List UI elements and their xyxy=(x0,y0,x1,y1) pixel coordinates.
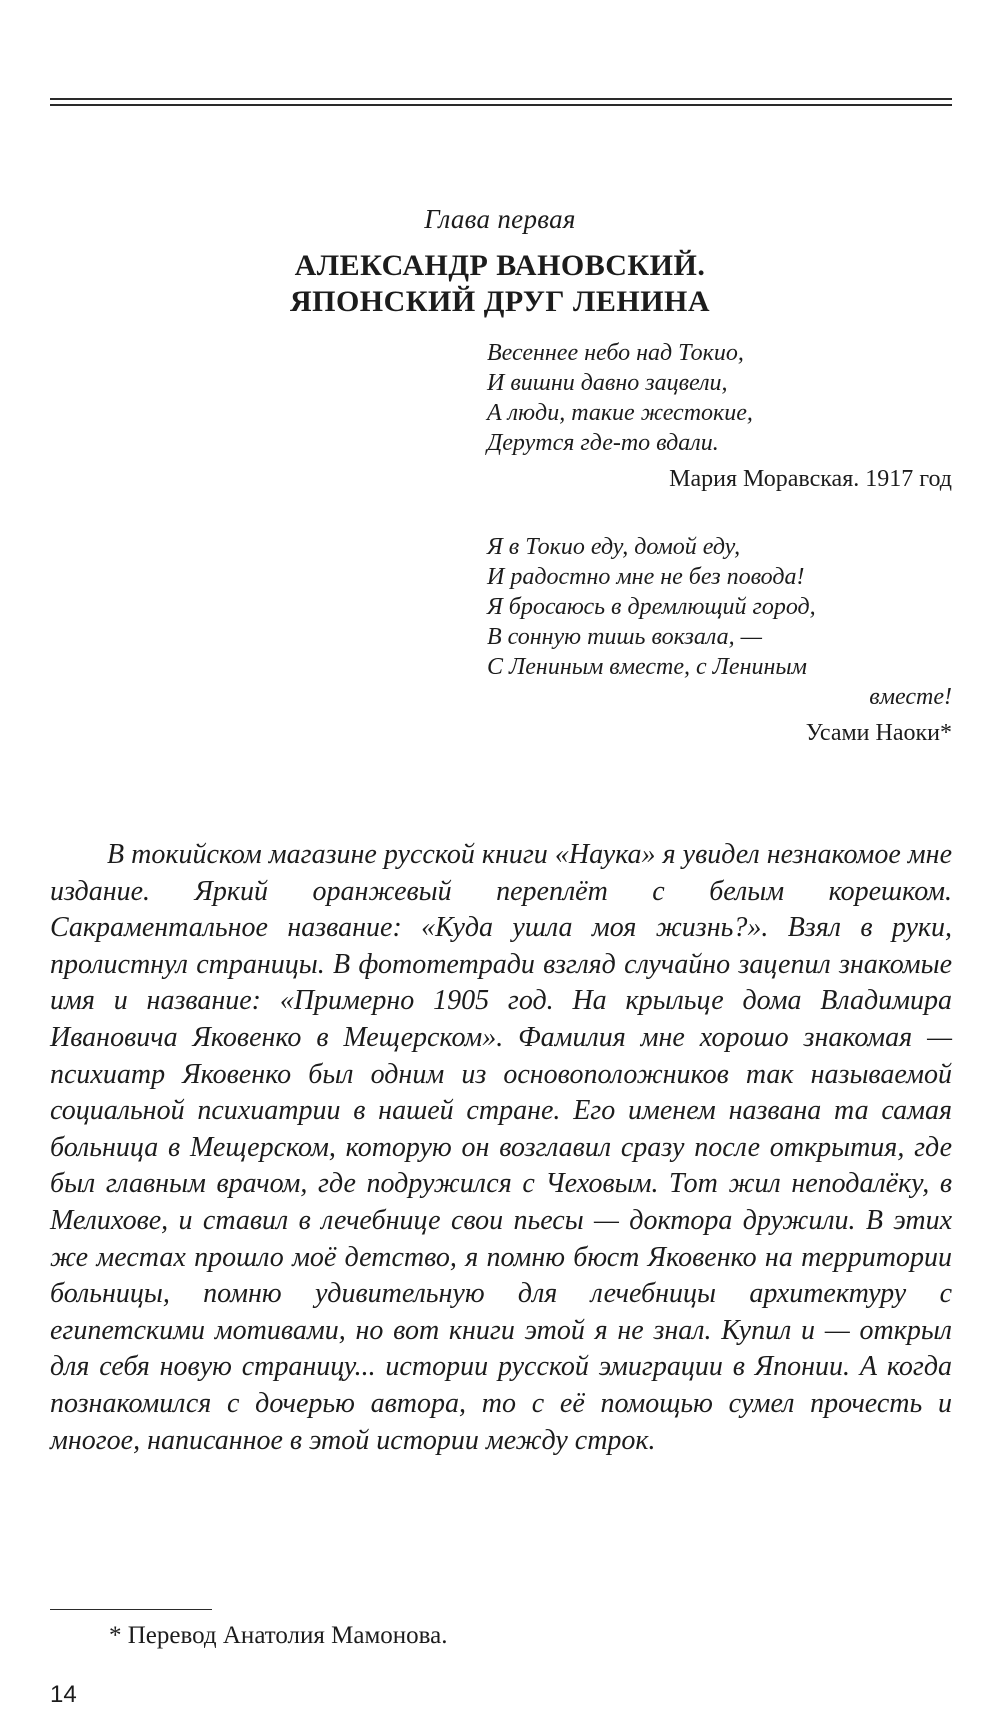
footnote: * Перевод Анатолия Мамонова. xyxy=(109,1622,448,1649)
chapter-label: Глава первая xyxy=(424,204,576,234)
header-rule-top xyxy=(50,98,952,100)
chapter-title-line-1: АЛЕКСАНДР ВАНОВСКИЙ. xyxy=(294,249,706,282)
header-rule-bottom xyxy=(50,104,952,106)
epigraph-1 xyxy=(487,338,952,496)
epigraph-2-line: Я бросаюсь в дремлющий город, xyxy=(487,594,816,620)
epigraph-1-line: И вишни давно зацвели, xyxy=(487,370,728,396)
epigraph-2-line: Я в Токио еду, домой еду, xyxy=(487,534,741,560)
footnote-rule xyxy=(50,1609,212,1610)
body-paragraph: В токийском магазине русской книги «Наука» я увидел незнакомое мне издание. Яркий оранжевый переплёт с белым корешком. Сакраментальное название: «Куда ушла моя жизнь?». Взял в руки, пролистнул страницы. В фототетради взгляд случайно зацепил знакомые имя и название: «Примерно 1905 год. На крыльце дома Владимира Ивановича Яковенко в Мещерском». Фамилия мне хорошо знакомая — психиатр Яковенко был одним из основоположников так называемой социальной психиатрии в нашей стране. Его именем названа та самая больница в Мещерском, которую он возглавил сразу после открытия, где был главным врачом, где подружился с Чеховым. Тот жил неподалёку, в Мелихове, и ставил в лечебнице свои пьесы — доктора дружили. В этих же местах прошло моё детство, я помню бюст Яковенко на территории больницы, помню удивительную для лечебницы архитектуру с египетскими мотивами, но вот книги этой я не знал. Купил и — открыл для себя новую страницу... истории русской эмиграции в Японии. А когда познакомился с дочерью автора, то с её помощью сумел прочесть и многое, написанное в этой истории между строк. xyxy=(50,839,952,1456)
page-number: 14 xyxy=(50,1681,77,1708)
epigraph-1-line: Весеннее небо над Токио, xyxy=(487,340,744,366)
epigraph-2-line: В сонную тишь вокзала, — xyxy=(487,624,762,650)
epigraph-2-line: И радостно мне не без повода! xyxy=(487,564,805,590)
epigraph-1-author: Мария Моравская. 1917 год xyxy=(669,466,952,492)
epigraph-2-author: Усами Наоки* xyxy=(805,720,952,746)
epigraph-2-line: С Лениным вместе, с Лениным xyxy=(487,654,807,680)
epigraph-1-line: А люди, такие жестокие, xyxy=(487,400,753,426)
epigraph-2 xyxy=(487,532,952,750)
chapter-title xyxy=(0,248,1000,320)
epigraph-1-line: Дерутся где-то вдали. xyxy=(487,430,719,456)
chapter-title-line-2: ЯПОНСКИЙ ДРУГ ЛЕНИНА xyxy=(289,285,711,318)
epigraph-2-line-continuation: вместе! xyxy=(869,684,952,710)
